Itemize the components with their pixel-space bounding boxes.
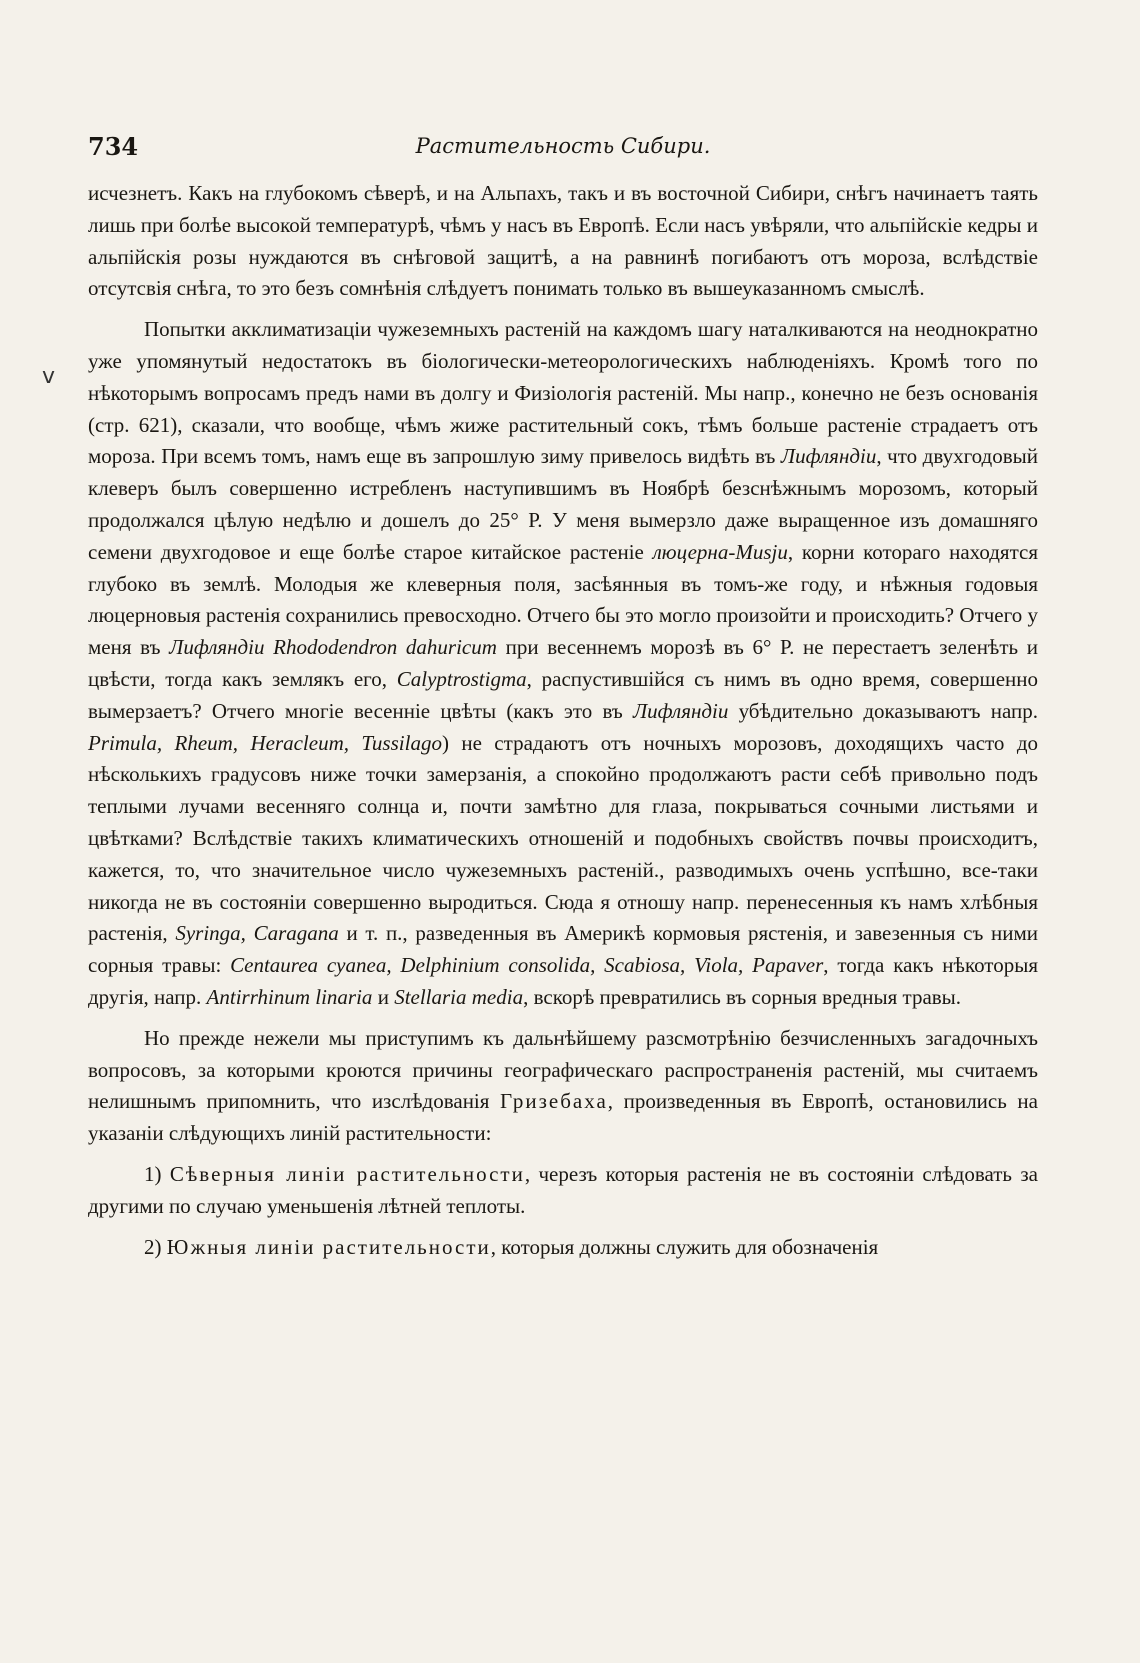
text-run: и	[372, 984, 395, 1009]
text-run-italic: Syringa, Caragana	[175, 921, 339, 946]
text-run-italic: Stellaria media	[394, 984, 524, 1009]
text-run: ) не страдаютъ отъ ночныхъ морозовъ, доходящихъ часто до нѣсколькихъ градусовъ ниже точки замерзанія, а спокойно продолжаютъ расти себѣ привольно подъ теплыми лучами весенняго солнца и, почти замѣтно для глаза, покрываться сочными листьями и цвѣтками? Вслѣдствіе такихъ климатическихъ отношеній и подобныхъ свойствъ почвы происходитъ, кажется, то, что значительное число чужеземныхъ растеній., разводимыхъ очень успѣшно, все-таки никогда не въ состояніи совершенно выродиться. Сюда я отношу напр. перенесенныя къ намъ хлѣбныя растенія,	[88, 730, 1039, 946]
paragraph-3	[88, 1023, 1038, 1150]
margin-check-mark: v	[42, 364, 56, 389]
text-run-italic: Calyptrostigma	[396, 666, 527, 691]
text-run: и т. п., разведенныя въ Америкѣ кормовыя рястенія, и завезенныя съ ними сорныя травы:	[88, 921, 1039, 978]
paragraph-2	[88, 314, 1038, 1014]
text-run: , что двухгодовый клеверъ былъ совершенно истребленъ наступившимъ въ Ноябрѣ безснѣжнымъ морозомъ, который продолжался цѣлую недѣлю и дошелъ до 25° Р. У меня вымерзло даже выращенное изъ домашняго семени двухгодовое и еще болѣе старое китайское растеніе	[88, 444, 1039, 564]
page-number: 734	[88, 132, 139, 161]
author-name: Гризебаха	[500, 1089, 608, 1114]
text-run: , произведенныя въ Европѣ, остановились на указаніи слѣдующихъ линій растительности:	[88, 1089, 1038, 1146]
list-heading: Сѣверныя линіи растительности	[169, 1161, 525, 1186]
list-number: 1)	[144, 1161, 162, 1186]
list-text: , черезъ которыя растенія не въ состояніи слѣдовать за другими по случаю уменьшенія лѣтней теплоты.	[88, 1161, 1038, 1218]
page-title: Растительность Сибири.	[415, 134, 711, 158]
text-run: Попытки акклиматизаціи чужеземныхъ растеній на каждомъ шагу наталкиваются на неоднократно уже упомянутый недостатокъ въ біологически-метеорологическихъ наблюденіяхъ. Кромѣ того по нѣкоторымъ вопросамъ предъ нами въ долгу и Физіологія растеній. Мы напр., конечно не безъ основанія (стр. 621), сказали, что вообще, чѣмъ жиже растительный сокъ, тѣмъ больше растеніе страдаетъ отъ мороза. При всемъ томъ, намъ еще въ запрошлую зиму привелось видѣть въ	[88, 317, 1038, 469]
text-run-italic: люцерна-Musju	[652, 539, 788, 564]
text-run-italic: Antirrhinum linaria	[206, 984, 373, 1009]
text-run-italic: Primula, Rheum, Heracleum, Tussilago	[88, 730, 442, 755]
paragraph-1: исчезнетъ. Какъ на глубокомъ сѣверѣ, и на Альпахъ, такъ и въ восточной Сибири, снѣгъ начинаетъ таять лишь при болѣе высокой температурѣ, чѣмъ у насъ въ Европѣ. Если насъ увѣряли, что альпійскіе кедры и альпійскія розы нуждаются въ снѣговой защитѣ, а на равнинѣ погибаютъ отъ мороза, вслѣдствіе отсутсвія снѣга, то это безъ сомнѣнія слѣдуетъ понимать только въ вышеуказанномъ смыслѣ.	[88, 181, 1039, 301]
text-run-italic: Лифляндіи Rhododendron dahuricum	[169, 635, 497, 660]
list-heading: Южныя линіи растительности	[166, 1234, 491, 1259]
text-run: , вскорѣ превратились въ сорныя вредныя травы.	[523, 984, 962, 1009]
text-run: при весеннемъ морозѣ въ 6° Р. не перестаетъ зеленѣть и цвѣсти, тогда какъ землякъ его,	[88, 635, 1038, 691]
list-item-1	[88, 1159, 1038, 1223]
list-number: 2)	[144, 1234, 162, 1259]
text-run: , распустившійся съ нимъ въ одно время, совершенно вымерзаетъ? Отчего многіе весенніе цвѣты (какъ это въ	[88, 666, 1038, 723]
body-text	[88, 178, 1038, 1272]
list-text: , которыя должны служить для обозначенія	[490, 1234, 879, 1259]
running-head	[88, 132, 1038, 162]
text-run-italic: Centaurea cyanea, Delphinium consolida, Scabiosa, Viola, Papaver	[230, 953, 824, 978]
text-run-italic: Лифляндіи	[780, 444, 877, 469]
text-run: , тогда какъ нѣкоторыя другія, напр.	[88, 953, 1038, 1009]
text-run-italic: Лифляндіи	[632, 698, 729, 723]
list-item-2	[88, 1232, 1038, 1264]
text-run: , корни котораго находятся глубоко въ землѣ. Молодыя же клеверныя поля, засѣянныя въ томъ-же году, и нѣжныя годовыя люцерновыя растенія сохранились превосходно. Отчего бы это могло произойти и происходить? Отчего у меня въ	[88, 539, 1038, 660]
text-run: Но прежде нежели мы приступимъ къ дальнѣйшему разсмотрѣнію безчисленныхъ загадочныхъ вопросовъ, за которыми кроются причины географическаго распространенія растеній, мы считаемъ нелишнымъ припомнить, что изслѣдованія	[88, 1025, 1038, 1114]
text-run: убѣдительно доказываютъ напр.	[728, 698, 1039, 723]
